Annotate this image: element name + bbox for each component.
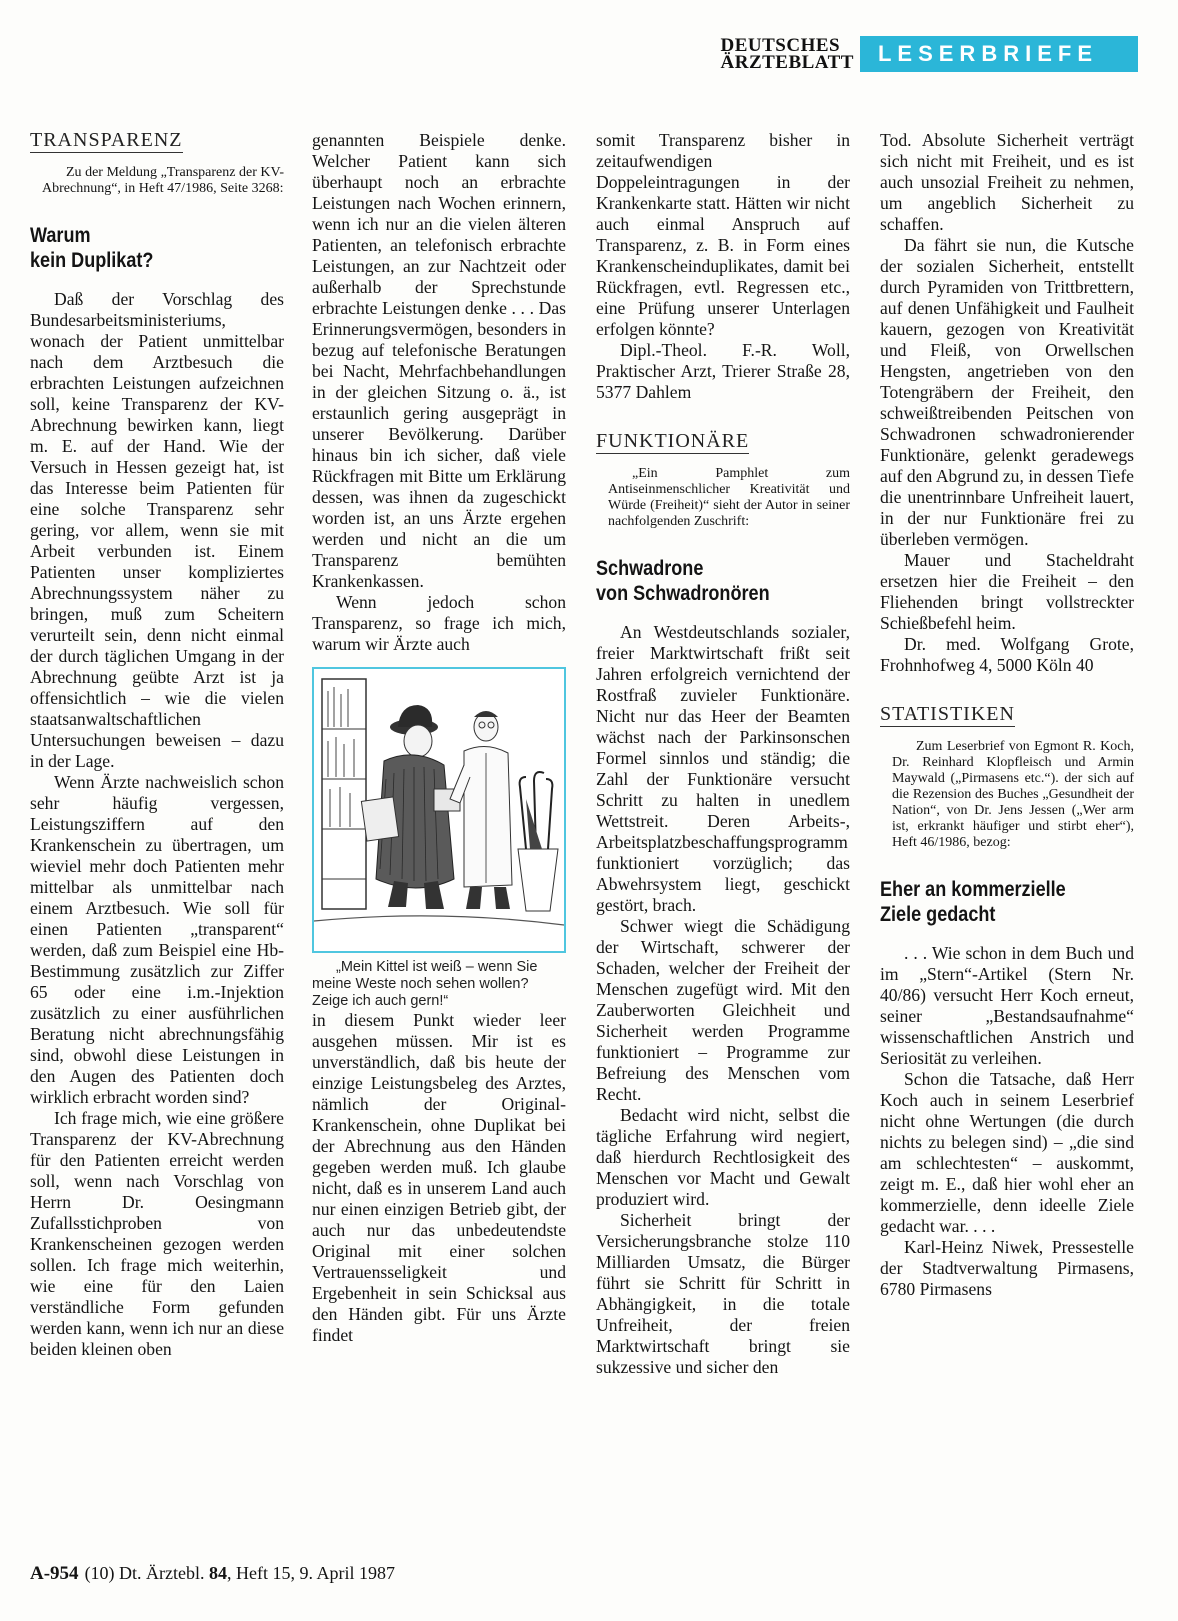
paragraph: in diesem Punkt wieder leer ausgehen müssen. Mir ist es unverständlich, daß bis heute der einzige Leistungsbeleg des Arztes, nämlich der Original-Krankenschein, ohne Duplikat bei der Abrechnung aus den Händen gegeben werden muß. Ich glaube nicht, daß es in unserem Land auch nur einen einzigen Betrieb gibt, der auch nur das unbedeutendste Original mit einer solchen Vertrauensseligkeit und Ergebenheit in sein Schicksal aus den Händen gibt. Für uns Ärzte findet	[312, 1010, 566, 1345]
cartoon-drawing	[314, 669, 564, 951]
paragraph: Ich frage mich, wie eine größere Transparenz der KV-Abrechnung für den Patienten erreicht werden soll, wenn nach Vorschlag von Herrn Dr. Oesingmann Zufallsstichproben von Krankenscheinen gezogen werden sollen. Ich frage mich weiterhin, wie eine für den Laien verständliche Form gefunden werden kann, wenn ich nur an diese beiden kleinen oben	[30, 1108, 284, 1359]
column-1	[30, 130, 284, 1360]
signature-transparenz: Dipl.-Theol. F.-R. Woll, Praktischer Arzt, Trierer Straße 28, 5377 Dahlem	[596, 340, 850, 402]
logo-line-1: DEUTSCHES	[720, 35, 841, 56]
cartoon-caption: „Mein Kittel ist weiß – wenn Sie meine Weste noch sehen wollen? Zeige ich auch gern!“	[312, 959, 538, 1009]
column-3	[596, 130, 850, 1378]
headline-line-1: Schwadrone	[596, 557, 704, 580]
paragraph: . . . Wie schon in dem Buch und im „Stern“-Artikel (Stern Nr. 40/86) versucht Herr Koch erneut, seiner „Bestandsaufnahme“ wissenschaftlichen Anstrich und Seriosität zu verleihen.	[880, 943, 1134, 1068]
rubric-funktionaere: FUNKTIONÄRE	[596, 430, 750, 452]
paragraph: An Westdeutschlands sozialer, freier Marktwirtschaft frißt seit Jahren erfolgreich vernichtend der Rostfraß zuvieler Funktionäre. Nicht nur das Heer der Beamten wächst nach der Parkinsonschen Formel sinnlos und ständig; die Zahl der Funktionäre versucht Schritt zu halten in unedlem Wettstreit. Deren Arbeits-, Arbeitsplatzbeschaffungsprogramm funktioniert vorzüglich; das Abwehrsystem liegt, geschickt gestört, brach.	[596, 622, 850, 915]
citation-prefix: (10) Dt. Ärztebl.	[84, 1563, 210, 1583]
rubric-statistiken: STATISTIKEN	[880, 703, 1015, 725]
page-number: A-954	[30, 1563, 79, 1584]
headline-line-1: Warum	[30, 224, 91, 247]
paragraph: genannten Beispiele denke. Welcher Patient kann sich überhaupt noch an erbrachte Leistungen nach Wochen erinnern, wenn ich nur an die vielen älteren Patienten, an telefonisch erbrachte Leistungen, an zur Nachtzeit oder außerhalb der Sprechstunde erbrachte Leistungen denke . . . Das Erinnerungsvermögen, besonders in bezug auf telefonische Beratungen bei Nacht, Mehrfachbehandlungen in der gleichen Sitzung o. ä., ist erstaunlich gering ausgeprägt in unserer Bevölkerung. Darüber hinaus bin ich sicher, daß viele Rückfragen mit Bitte um Erklärung dessen, was ihnen da zugeschickt worden ist, an uns Ärzte ergehen werden und nicht an die um Transparenz bemühten Krankenkassen.	[312, 130, 566, 591]
paragraph: Daß der Vorschlag des Bundesarbeitsministeriums, wonach der Patient unmittelbar nach dem Arztbesuch die erbrachten Leistungen aufzeichnen soll, keine Transparenz der KV-Abrechnung bewirken kann, liegt m. E. auf der Hand. Wie der Versuch in Hessen gezeigt hat, ist das Interesse beim Patienten für eine solche Transparenz sehr gering, vor allem, wenn sie mit Arbeit verbunden ist. Einem Patienten unser kompliziertes Abrechnungssystem näher zu bringen, muß zum Scheitern verurteilt sein, denn nicht einmal der durch täglichen Umgang in der Abrechnung geübte Arzt ist ja offensichtlich – wie die vielen staatsanwaltschaftlichen Untersuchungen beweisen – dazu in der Lage.	[30, 289, 284, 771]
headline-funktionaere	[596, 556, 814, 606]
paragraph: somit Transparenz bisher in zeitaufwendigen Doppeleintragungen in der Krankenkarte statt. Hätten wir nicht auch einmal Anspruch auf Transparenz, z. B. in Form eines Krankenscheinduplikates, damit bei Rückfragen, evtl. Regressen etc., eine Prüfung unserer Unterlagen erfolgen könnte?	[596, 130, 850, 339]
intro-statistiken: Zum Leserbrief von Egmont R. Koch, Dr. Reinhard Klopfleisch und Armin Maywald („Pirmasens etc.“). der sich auf die Rezension des Buches „Gesundheit der Nation“, von Dr. Jens Jessen („Wer arm ist, erkrankt häufiger und stirbt eher“), Heft 46/1986, bezog:	[892, 739, 1134, 850]
headline-line-1: Eher an kommerzielle	[880, 878, 1066, 901]
paragraph: Tod. Absolute Sicherheit verträgt sich nicht mit Freiheit, und es ist auch unsozial Freiheit zu nehmen, um angeblich Sicherheit zu schaffen.	[880, 130, 1134, 234]
logo-line-2: ÄRZTEBLATT	[720, 52, 854, 73]
journal-logo	[721, 37, 854, 71]
paragraph: Mauer und Stacheldraht ersetzen hier die Freiheit – den Fliehenden bringt vollstreckter Schießbefehl heim.	[880, 550, 1134, 633]
citation-suffix: , Heft 15, 9. April 1987	[227, 1563, 396, 1583]
paragraph: Schon die Tatsache, daß Herr Koch auch in seinem Leserbrief nicht ohne Wertungen (die durch nichts zu belegen sind) – „die sind am schlechtesten“ – auskommt, zeigt m. E., daß hier wohl eher an kommerzielle, denn ideelle Ziele gedacht war. . . .	[880, 1069, 1134, 1236]
paragraph: Wenn jedoch schon Transparenz, so frage ich mich, warum wir Ärzte auch	[312, 592, 566, 654]
cartoon-illustration	[312, 667, 566, 953]
headline-line-2: von Schwadronören	[596, 582, 770, 605]
signature-funktionaere: Dr. med. Wolfgang Grote, Frohnhofweg 4, 5000 Köln 40	[880, 634, 1134, 675]
paragraph: Sicherheit bringt der Versicherungsbranche stolze 110 Milliarden Umsatz, die Bürger führt sie Schritt für Schritt in Abhängigkeit, in die totale Unfreiheit, der freien Marktwirtschaft bringt sie sukzessive und sicher den	[596, 1210, 850, 1377]
column-2	[312, 130, 566, 1346]
column-4	[880, 130, 1134, 1300]
paragraph: Schwer wiegt die Schädigung der Wirtschaft, schwerer der Schaden, welcher der Freiheit der Menschen zugefügt wird. Mit den Zauberworten Gleichheit und Sicherheit werden Programme funktioniert – Programme zur Befreiung des Menschen vom Recht.	[596, 916, 850, 1104]
paragraph: Bedacht wird nicht, selbst die tägliche Erfahrung wird negiert, daß hierdurch Rechtlosigkeit des Menschen vor Macht und Gewalt produziert wird.	[596, 1105, 850, 1209]
intro-funktionaere: „Ein Pamphlet zum Antiseinmenschlicher Kreativität und Würde (Freiheit)“ sieht der Autor in seiner nachfolgenden Zuschrift:	[608, 466, 850, 529]
volume-number: 84	[209, 1563, 228, 1583]
paragraph: Da fährt sie nun, die Kutsche der sozialen Sicherheit, entstellt durch Pyramiden von Trittbrettern, auf denen Unfähigkeit und Faulheit kauern, gezogen von Kreativität und Fleiß, von Orwellschen Hengsten, angetrieben von den Totengräbern der Freiheit, den schweißtreibenden Peitschen von Schwadronen schwadronierender Funktionäre, gelenkt geradewegs auf den Abgrund zu, in dessen Tiefe die unentrinnbare Unfreiheit lauert, in der nur Funktionäre frei zu überleben vermögen.	[880, 235, 1134, 549]
paragraph: Wenn Ärzte nachweislich schon sehr häufig vergessen, Leistungsziffern auf den Krankenschein zu übertragen, um wieviel mehr doch Patienten mehr mittelbar als unmittelbar nach einem Arztbesuch. Wie soll für einen Patienten „transparent“ werden, daß zum Beispiel eine Hb-Bestimmung zusätzlich zur Ziffer 65 oder eine i.m.-Injektion zusätzlich zu einer ausführlichen Beratung nicht abrechnungsfähig sind, obwohl diese Leistungen in den Augen des Patienten doch wirklich erbracht worden sind?	[30, 772, 284, 1107]
intro-transparenz: Zu der Meldung „Transparenz der KV-Abrechnung“, in Heft 47/1986, Seite 3268:	[42, 165, 284, 196]
masthead	[721, 36, 1139, 72]
headline-transparenz	[30, 223, 248, 273]
signature-statistiken: Karl-Heinz Niwek, Pressestelle der Stadtverwaltung Pirmasens, 6780 Pirmasens	[880, 1237, 1134, 1299]
section-title: LESERBRIEFE	[860, 36, 1138, 72]
page-footer	[30, 1563, 395, 1585]
headline-statistiken	[880, 877, 1098, 927]
headline-line-2: kein Duplikat?	[30, 249, 154, 272]
headline-line-2: Ziele gedacht	[880, 903, 996, 926]
rubric-transparenz: TRANSPARENZ	[30, 129, 183, 151]
